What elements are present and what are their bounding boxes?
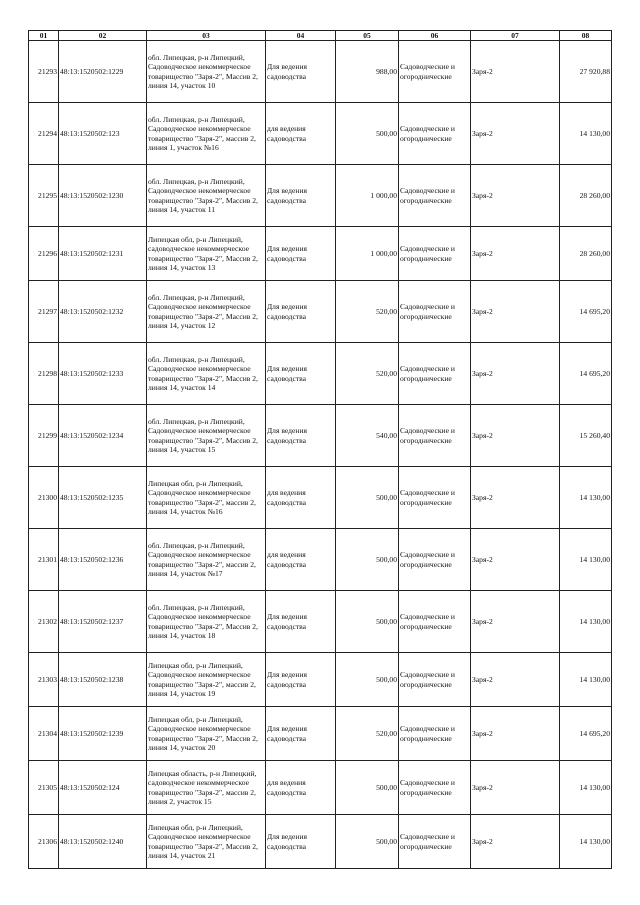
land-category: Садоводческие и огороднические xyxy=(399,467,471,529)
zone-cell: Заря-2 xyxy=(471,41,560,103)
record-number: 21300 xyxy=(29,467,59,529)
permitted-use: Для ведения садоводства xyxy=(266,815,336,869)
land-category: Садоводческие и огороднические xyxy=(399,343,471,405)
cadastral-value: 14 695,20 xyxy=(560,707,612,761)
cadastral-number: 48:13:1520502:1233 xyxy=(59,343,147,405)
land-register-table xyxy=(28,30,612,869)
record-number: 21305 xyxy=(29,761,59,815)
address-cell xyxy=(147,281,266,343)
table-row xyxy=(29,103,612,165)
zone-cell: Заря-2 xyxy=(471,529,560,591)
record-number: 21295 xyxy=(29,165,59,227)
cadastral-number: 48:13:1520502:1231 xyxy=(59,227,147,281)
table-row xyxy=(29,227,612,281)
address-text: Липецкая область, р-н Липецкий, садоводческое некоммерческое товарищество "Заря-2", массив 2, линия 2, участок 15 xyxy=(148,768,257,806)
land-category: Садоводческие и огороднические xyxy=(399,41,471,103)
table-row xyxy=(29,165,612,227)
table-row xyxy=(29,815,612,869)
table-row xyxy=(29,653,612,707)
record-number: 21298 xyxy=(29,343,59,405)
cadastral-number: 48:13:1520502:1236 xyxy=(59,529,147,591)
area-cell: 1 000,00 xyxy=(336,165,399,227)
address-text: Липецкая обл, р-н Липецкий, Садоводческое некоммерческое товарищество "Заря-2", массив 2, линия 14, участок №16 xyxy=(148,478,256,516)
land-category: Садоводческие и огороднические xyxy=(399,103,471,165)
zone-cell: Заря-2 xyxy=(471,707,560,761)
table-row xyxy=(29,707,612,761)
land-category: Садоводческие и огороднические xyxy=(399,591,471,653)
cadastral-number: 48:13:1520502:1232 xyxy=(59,281,147,343)
cadastral-number: 48:13:1520502:1238 xyxy=(59,653,147,707)
address-cell xyxy=(147,103,266,165)
cadastral-value: 14 130,00 xyxy=(560,761,612,815)
cadastral-value: 15 260,40 xyxy=(560,405,612,467)
land-category: Садоводческие и огороднические xyxy=(399,529,471,591)
cadastral-number: 48:13:1520502:1239 xyxy=(59,707,147,761)
address-cell xyxy=(147,165,266,227)
address-text: обл. Липецкая, р-н Липецкий, Садоводческое некоммерческое товарищество "Заря-2", Массив 2, линия 14, участок 14 xyxy=(148,354,258,392)
column-header: 04 xyxy=(266,31,336,41)
cadastral-number: 48:13:1520502:1230 xyxy=(59,165,147,227)
land-category: Садоводческие и огороднические xyxy=(399,707,471,761)
area-cell: 500,00 xyxy=(336,653,399,707)
table-row xyxy=(29,467,612,529)
address-cell xyxy=(147,343,266,405)
zone-cell: Заря-2 xyxy=(471,227,560,281)
address-cell xyxy=(147,815,266,869)
zone-cell: Заря-2 xyxy=(471,281,560,343)
permitted-use: Для ведения садоводства xyxy=(266,41,336,103)
address-text: Липецкая обл, р-н Липецкий, Садоводческое некоммерческое товарищество "Заря-2", массив 2, линия 14, участок 19 xyxy=(148,660,256,698)
table-body xyxy=(29,41,612,869)
cadastral-value: 14 130,00 xyxy=(560,103,612,165)
area-cell: 500,00 xyxy=(336,467,399,529)
column-header: 03 xyxy=(147,31,266,41)
cadastral-value: 14 130,00 xyxy=(560,815,612,869)
permitted-use: для ведения садоводства xyxy=(266,761,336,815)
column-header: 01 xyxy=(29,31,59,41)
cadastral-number: 48:13:1520502:1235 xyxy=(59,467,147,529)
column-header: 08 xyxy=(560,31,612,41)
address-cell xyxy=(147,227,266,281)
cadastral-value: 14 695,20 xyxy=(560,343,612,405)
land-category: Садоводческие и огороднические xyxy=(399,405,471,467)
address-text: Липецкая обл, р-н Липецкий, Садоводческое некоммерческое товарищество "Заря-2", Массив 2, линия 14, участок 21 xyxy=(148,822,258,860)
area-cell: 988,00 xyxy=(336,41,399,103)
record-number: 21299 xyxy=(29,405,59,467)
table-row xyxy=(29,281,612,343)
column-header: 05 xyxy=(336,31,399,41)
cadastral-number: 48:13:1520502:124 xyxy=(59,761,147,815)
area-cell: 500,00 xyxy=(336,591,399,653)
permitted-use: для ведения садоводства xyxy=(266,103,336,165)
table-row xyxy=(29,761,612,815)
cadastral-value: 14 130,00 xyxy=(560,529,612,591)
record-number: 21297 xyxy=(29,281,59,343)
address-cell xyxy=(147,653,266,707)
area-cell: 540,00 xyxy=(336,405,399,467)
cadastral-number: 48:13:1520502:1237 xyxy=(59,591,147,653)
cadastral-number: 48:13:1520502:123 xyxy=(59,103,147,165)
permitted-use: для ведения садоводства xyxy=(266,467,336,529)
cadastral-value: 14 695,20 xyxy=(560,281,612,343)
land-category: Садоводческие и огороднические xyxy=(399,165,471,227)
address-text: обл. Липецкая, р-н Липецкий, Садоводческое некоммерческое товарищество "Заря-2", Массив 2, линия 14, участок 15 xyxy=(148,416,258,454)
permitted-use: Для ведения садоводства xyxy=(266,281,336,343)
address-text: обл. Липецкая, р-н Липецкий, Садоводческое некоммерческое товарищество "Заря-2", Массив 2, линия 14, участок 18 xyxy=(148,602,258,640)
address-cell xyxy=(147,591,266,653)
record-number: 21301 xyxy=(29,529,59,591)
zone-cell: Заря-2 xyxy=(471,815,560,869)
column-header: 06 xyxy=(399,31,471,41)
record-number: 21306 xyxy=(29,815,59,869)
land-category: Садоводческие и огороднические xyxy=(399,815,471,869)
table-row xyxy=(29,41,612,103)
address-cell xyxy=(147,405,266,467)
record-number: 21302 xyxy=(29,591,59,653)
area-cell: 520,00 xyxy=(336,343,399,405)
address-cell xyxy=(147,529,266,591)
zone-cell: Заря-2 xyxy=(471,103,560,165)
land-category: Садоводческие и огороднические xyxy=(399,281,471,343)
cadastral-number: 48:13:1520502:1240 xyxy=(59,815,147,869)
area-cell: 500,00 xyxy=(336,103,399,165)
address-text: обл. Липецкая, р-н Липецкий, Садоводческое некоммерческое товарищество "Заря-2", массив 2, линия 1, участок №16 xyxy=(148,114,256,152)
zone-cell: Заря-2 xyxy=(471,591,560,653)
permitted-use: Для ведения садоводства xyxy=(266,405,336,467)
zone-cell: Заря-2 xyxy=(471,653,560,707)
address-text: обл. Липецкая, р-н Липецкий, Садоводческое некоммерческое товарищество "Заря-2", Массив 2, линия 14, участок 10 xyxy=(148,52,258,90)
address-cell xyxy=(147,707,266,761)
land-category: Садоводческие и огороднические xyxy=(399,653,471,707)
table-row xyxy=(29,591,612,653)
area-cell: 520,00 xyxy=(336,281,399,343)
zone-cell: Заря-2 xyxy=(471,405,560,467)
cadastral-value: 28 260,00 xyxy=(560,165,612,227)
cadastral-value: 14 130,00 xyxy=(560,653,612,707)
permitted-use: для ведения садоводства xyxy=(266,529,336,591)
table-row xyxy=(29,405,612,467)
table-row xyxy=(29,529,612,591)
zone-cell: Заря-2 xyxy=(471,761,560,815)
record-number: 21304 xyxy=(29,707,59,761)
land-category: Садоводческие и огороднические xyxy=(399,761,471,815)
address-text: обл. Липецкая, р-н Липецкий, Садоводческое некоммерческое товарищество "Заря-2", массив 2, линия 14, участок №17 xyxy=(148,540,256,578)
area-cell: 1 000,00 xyxy=(336,227,399,281)
address-text: Липецкая обл, р-н Липецкий, Садоводческое некоммерческое товарищество "Заря-2", Массив 2, линия 14, участок 20 xyxy=(148,714,258,752)
area-cell: 500,00 xyxy=(336,529,399,591)
permitted-use: Для ведения садоводства xyxy=(266,653,336,707)
permitted-use: Для ведения садоводства xyxy=(266,227,336,281)
area-cell: 500,00 xyxy=(336,761,399,815)
permitted-use: Для ведения садоводства xyxy=(266,343,336,405)
header-row xyxy=(29,31,612,41)
permitted-use: Для ведения садоводства xyxy=(266,591,336,653)
cadastral-value: 14 130,00 xyxy=(560,591,612,653)
zone-cell: Заря-2 xyxy=(471,343,560,405)
address-text: обл. Липецкая, р-н Липецкий, Садоводческое некоммерческое товарищество "Заря-2", Массив 2, линия 14, участок 12 xyxy=(148,292,258,330)
cadastral-value: 27 920,88 xyxy=(560,41,612,103)
table-row xyxy=(29,343,612,405)
zone-cell: Заря-2 xyxy=(471,165,560,227)
address-text: обл. Липецкая, р-н Липецкий, Садоводческое некоммерческое товарищество "Заря-2", Массив 2, линия 14, участок 11 xyxy=(148,176,258,214)
column-header: 07 xyxy=(471,31,560,41)
record-number: 21293 xyxy=(29,41,59,103)
record-number: 21303 xyxy=(29,653,59,707)
permitted-use: Для ведения садоводства xyxy=(266,707,336,761)
address-text: Липецкая обл, р-н Липецкий, садоводческое некоммерческое товарищество "Заря-2", Массив 2, линия 14, участок 13 xyxy=(148,234,258,272)
column-header: 02 xyxy=(59,31,147,41)
cadastral-number: 48:13:1520502:1229 xyxy=(59,41,147,103)
record-number: 21294 xyxy=(29,103,59,165)
permitted-use: Для ведения садоводства xyxy=(266,165,336,227)
address-cell xyxy=(147,467,266,529)
zone-cell: Заря-2 xyxy=(471,467,560,529)
cadastral-value: 28 260,00 xyxy=(560,227,612,281)
address-cell xyxy=(147,41,266,103)
area-cell: 520,00 xyxy=(336,707,399,761)
cadastral-value: 14 130,00 xyxy=(560,467,612,529)
land-category: Садоводческие и огороднические xyxy=(399,227,471,281)
record-number: 21296 xyxy=(29,227,59,281)
cadastral-number: 48:13:1520502:1234 xyxy=(59,405,147,467)
address-cell xyxy=(147,761,266,815)
area-cell: 500,00 xyxy=(336,815,399,869)
